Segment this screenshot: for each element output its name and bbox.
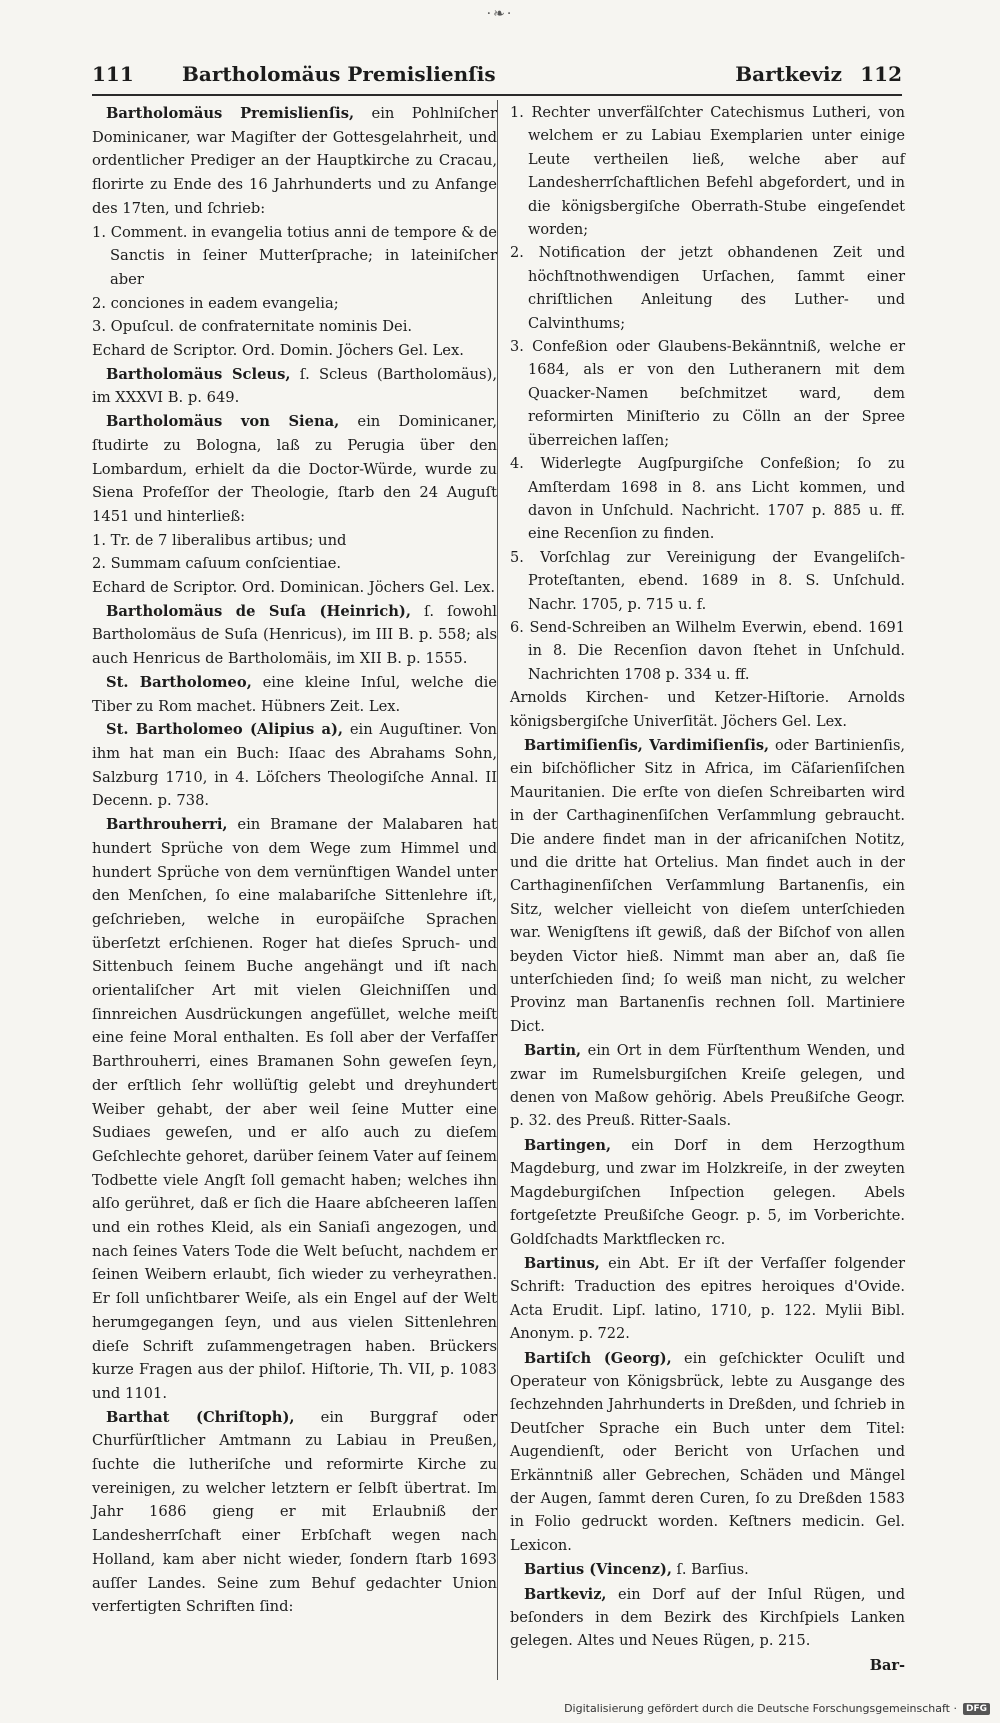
header-rule (92, 94, 902, 96)
entry-text: ein Dorf in dem Herzogthum Magdeburg, und zwar im Holzkreiſe, in der zweyten Magdeburgiſchen Inſpection gelegen. Abels fortgeſetzte Preußiſche Geogr. p. 5, im Vorberichte. Goldſchadts Marktflecken rc. (510, 1137, 905, 1248)
dictionary-entry (92, 718, 497, 813)
dictionary-entry (92, 600, 497, 671)
dictionary-entry (510, 1583, 905, 1654)
entry-text: ein Burggraf oder Churfürſtlicher Amtmann zu Labiau in Preußen, ſuchte die lutheriſche und reformirte Kirche zu vereinigen, zu welcher letztern er ſelbſt übertrat. Im Jahr 1686 gieng er mit Erlaubniß der Landesherrſchaft einer Erbſchaft wegen nach Holland, kam aber nicht wieder, ſondern ſtarb 1693 auſſer Landes. Seine zum Behuf gedachter Union verfertigten Schriften ſind: (92, 1408, 497, 1616)
dictionary-entry (92, 1406, 497, 1619)
entry-headword: Bartius (Vincenz), (524, 1561, 672, 1579)
dictionary-entry (510, 1347, 905, 1559)
dictionary-entry (510, 734, 905, 1039)
entry-text: ein Auguſtiner. Von ihm hat man ein Buch: Iſaac des Abrahams Sohn, Salzburg 1710, in 4. Löſchers Theologiſche Annal. II Decenn. p. 738. (92, 721, 498, 810)
entry-headword: St. Bartholomeo, (106, 673, 252, 691)
entry-headword: Bartiſch (Georg), (524, 1349, 672, 1367)
dictionary-entry (92, 363, 497, 410)
entry-headword: Bartholomäus von Siena, (106, 413, 340, 431)
entry-text: ſ. Scleus (Bartholomäus), im XXXVI B. p. 649. (92, 365, 497, 407)
numbered-item: 3. Confeßion oder Glaubens-Bekänntniß, welche er 1684, als er von den Lutheranern mit dem Quacker-Namen beſchmitzet ward, dem reformirten Miniſterio zu Cölln an der Spree überreichen laſſen; (510, 339, 905, 449)
column-divider (497, 100, 498, 1680)
numbered-item: 4. Widerlegte Augſpurgiſche Confeßion; ſo zu Amſterdam 1698 in 8. ans Licht kommen, und davon in Unſchuld. Nachricht. 1707 p. 885 u. ff. eine Recenſion zu finden. (510, 456, 905, 543)
entry-text: ein Dorf auf der Inſul Rügen, und beſonders in dem Bezirk des Kirchſpiels Lanken gelegen. Altes und Neues Rügen, p. 215. (510, 1586, 905, 1650)
citation: Echard de Scriptor. Ord. Domin. Jöchers Gel. Lex. (92, 342, 464, 360)
numbered-item: 1. Rechter unverfälſchter Catechismus Lutheri, von welchem er zu Labiau Exemplarien unter einige Leute vertheilen ließ, welche aber auf Landesherrſchaftlichen Befehl abgefordert, und in die königsbergiſche Oberrath-Stube eingeſendet worden; (510, 105, 905, 239)
entry-text: ſ. ſowohl Bartholomäus de Suſa (Henricus), im III B. p. 558; als auch Henricus de Bartholomäis, im XII B. p. 1555. (92, 602, 497, 668)
left-column (92, 102, 497, 1619)
entry-text: ein Dominicaner, ſtudirte zu Bologna, laß zu Perugia über den Lombardum, erhielt da die Doctor-Würde, wurde zu Siena Profeſſor der Theologie, ſtarb den 24 Auguſt 1451 und hinterließ: (92, 413, 497, 525)
right-column (510, 102, 905, 1677)
dictionary-entry (510, 1134, 905, 1252)
dictionary-entry (510, 1039, 905, 1134)
right-page-number: 112 (860, 62, 902, 86)
numbered-item: 2. Notification der jetzt obhandenen Zeit und höchſtnothwendigen Urſachen, ſammt einer chriſtlichen Anleitung des Luther- und Calvinthums; (510, 245, 905, 332)
numbered-item: 1. Comment. in evangelia totius anni de tempore & de Sanctis in ſeiner Mutterſprache; in lateiniſcher aber (92, 223, 497, 288)
numbered-item: 5. Vorſchlag zur Vereinigung der Evangeliſch-Proteſtanten, ebend. 1689 in 8. S. Unſchuld. Nachr. 1705, p. 715 u. f. (510, 549, 905, 613)
numbered-item: 2. Summam caſuum conſcientiae. (92, 555, 342, 573)
left-running-title: Bartholomäus Premislienſis (182, 62, 496, 86)
dictionary-entry (92, 102, 497, 221)
dfg-logo: DFG (963, 1703, 990, 1715)
entry-headword: Bartimiſienſis, Vardimiſienſis, (524, 736, 770, 754)
dictionary-entry (510, 1558, 905, 1582)
ornament-mark: ·❧· (486, 6, 514, 22)
entry-headword: Barthat (Chriſtoph), (106, 1408, 295, 1426)
entry-text: ein Bramane der Malabaren hat hundert Sprüche von dem Wege zum Himmel und hundert Sprüche von dem vernünftigen Wandel unter den Menſchen, ſo eine malabariſche Sittenlehre iſt, geſchrieben, welche in europäiſche Sprachen überſetzt erſchienen. Roger hat dieſes Spruch- und Sittenbuch ſeinem Buche angehängt und iſt nach orientaliſcher Art mit vielen Gleichniſſen und ſinnreichen Ausdrückungen angefüllet, welche meiſt eine feine Moral enthalten. Es ſoll aber der Verfaſſer Barthrouherri, eines Bramanen Sohn geweſen ſeyn, der erſtlich ſehr wollüſtig gelebt und dreyhundert Weiber gehabt, der aber weil ſeine Mutter eine Sudiaes geweſen, und er alſo auch zu dieſem Geſchlechte gehoret, darüber ſeinem Vater auf ſeinem Todbette viele Angſt ſoll gemacht haben; welches ihn alſo gerühret, daß er ſich die Haare abſcheeren laſſen und ein rothes Kleid, als ein Saniaſi angezogen, und nach ſeines Vaters Tode die Welt beſucht, nachdem er ſeinen Weibern erlaubt, ſich wieder zu verheyrathen. Er ſoll unſichtbarer Weiſe, als ein Engel auf der Welt herumgegangen ſeyn, und aus vielen Sittenlehren dieſe Schrift zuſammengetragen haben. Brückers kurze Fragen aus der philoſ. Hiſtorie, Th. VII, p. 1083 und 1101. (92, 816, 497, 1402)
entry-headword: Bartholomäus de Suſa (Heinrich), (106, 602, 411, 620)
dictionary-entry (92, 671, 497, 718)
entry-headword: Bartingen, (524, 1136, 611, 1154)
entry-text: ſ. Barſius. (671, 1562, 749, 1579)
entry-text: ein geſchickter Oculiſt und Operateur von Königsbrück, lebte zu Ausgange des ſechzehnden Jahrhunderts in Dreßden, und ſchrieb in Deutſcher Sprache ein Buch unter dem Titel: Augendienſt, oder Bericht von Urſachen und Erkänntniß aller Gebrechen, Schäden und Mängel der Augen, ſammt deren Curen, ſo zu Dreßden 1583 in Folio gedruckt worden. Keſtners medicin. Gel. Lexicon. (510, 1350, 905, 1554)
running-head (92, 62, 902, 90)
right-running-title: Bartkeviz (735, 62, 842, 86)
numbered-item: 2. conciones in eadem evangelia; (92, 294, 339, 312)
entry-headword: Bartkeviz, (524, 1585, 607, 1603)
dictionary-entry (92, 813, 497, 1406)
dictionary-entry (510, 1252, 905, 1347)
entry-text: ein Pohlniſcher Dominicaner, war Magiſter der Gottesgelahrheit, und ordentlicher Prediger an der Hauptkirche zu Cracau, florirte zu Ende des 16 Jahrhunderts und zu Anfange des 17ten, und ſchrieb: (92, 105, 498, 217)
entry-text: ein Abt. Er iſt der Verfaſſer folgender Schrift: Traduction des epitres heroiques d'Ovide. Acta Erudit. Lipſ. latino, 1710, p. 122. Mylii Bibl. Anonym. p. 722. (510, 1255, 905, 1343)
numbered-item: 6. Send-Schreiben an Wilhelm Everwin, ebend. 1691 in 8. Die Recenſion davon ſtehet in Unſchuld. Nachrichten 1708 p. 334 u. ff. (510, 619, 905, 683)
entry-headword: Bartholomäus Scleus, (106, 365, 291, 383)
left-page-number: 111 (92, 62, 134, 86)
dictionary-entry (92, 410, 497, 529)
entry-text: eine kleine Inſul, welche die Tiber zu Rom machet. Hübners Zeit. Lex. (92, 673, 497, 715)
numbered-item: 1. Tr. de 7 liberalibus artibus; und (92, 531, 347, 549)
numbered-item: 3. Opuſcul. de confraternitate nominis Dei. (92, 318, 413, 336)
entry-headword: Bartinus, (524, 1254, 600, 1272)
entry-text: ein Ort in dem Fürſtenthum Wenden, und zwar im Rumelsburgiſchen Kreiſe gelegen, und denen von Maßow gehörig. Abels Preußiſche Geogr. p. 32. des Preuß. Ritter-Saals. (510, 1043, 905, 1130)
entry-headword: Bartin, (524, 1042, 582, 1060)
citation: Arnolds Kirchen- und Ketzer-Hiſtorie. Arnolds königsbergiſche Univerſität. Jöchers Gel. Lex. (510, 690, 905, 730)
footer-credit: Digitalisierung gefördert durch die Deutsche Forschungsgemeinschaft · (564, 1702, 957, 1715)
entry-headword: St. Bartholomeo (Alipius a), (106, 721, 344, 739)
entry-headword: Barthrouherri, (106, 816, 228, 834)
entry-text: oder Bartinienſis, ein biſchöflicher Sitz in Africa, im Cäſarienſiſchen Mauritanien. Die erſte von dieſen Schreibarten wird in der Carthaginenſiſchen Verſammlung gebraucht. Die andere findet man in der africaniſchen Notitz, und die dritte hat Ortelius. Man findet auch in der Carthaginenſiſchen Verſammlung Bartanenſis, ein Sitz, welcher vielleicht von dieſem unterſchieden war. Wenigſtens iſt gewiß, daß der Biſchof von allen beyden Victor hieß. Nimmt man aber an, daß ſie unterſchieden ſind; ſo weiß man nicht, zu welcher Provinz man Bartanenſis rechnen ſoll. Martiniere Dict. (510, 737, 905, 1035)
entry-headword: Bartholomäus Premislienſis, (106, 105, 355, 122)
footer (564, 1702, 990, 1715)
citation: Echard de Scriptor. Ord. Dominican. Jöchers Gel. Lex. (92, 579, 496, 597)
catchword: Bar‑ (869, 1656, 905, 1674)
